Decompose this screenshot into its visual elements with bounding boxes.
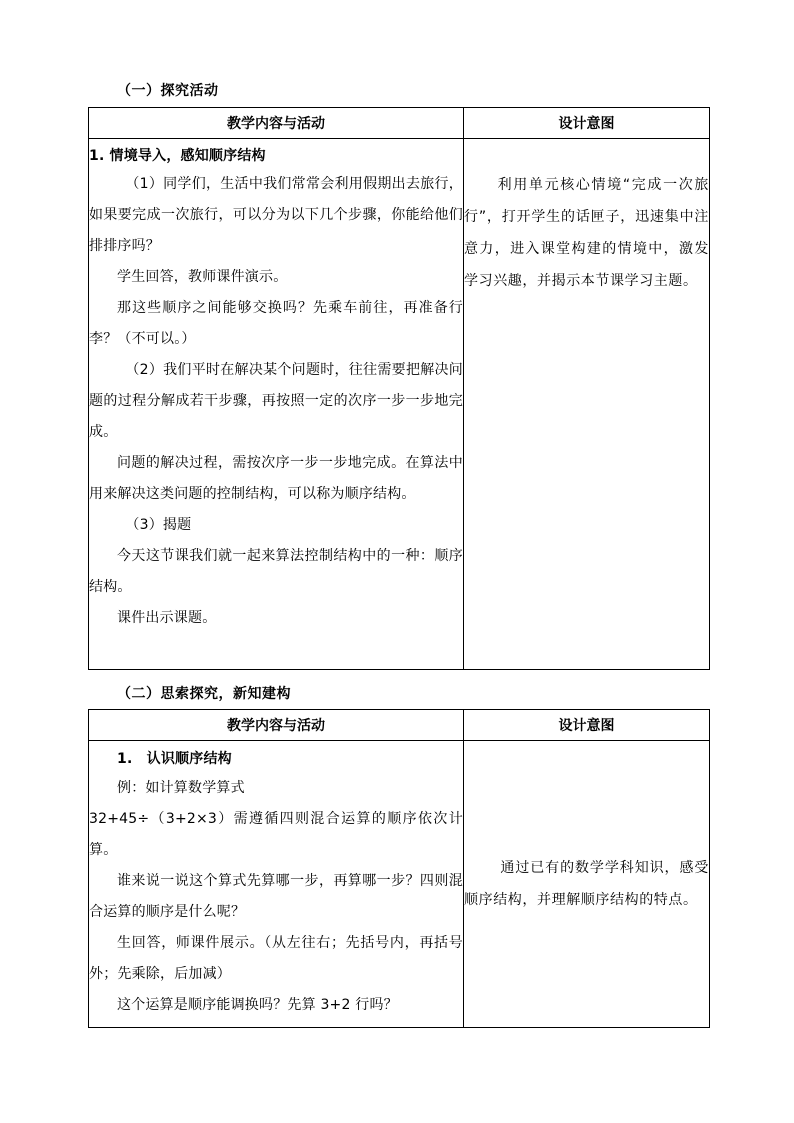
paragraph: 谁来说一说这个算式先算哪一步，再算哪一步？四则混合运算的顺序是什么呢？ xyxy=(89,873,463,920)
paragraph: （2）我们平时在解决某个问题时，往往需要把解决问题的过程分解成若干步骤，再按照一定的次序一步一步地完成。 xyxy=(89,362,463,440)
paragraph: 例：如计算数学算式 xyxy=(117,780,245,796)
paragraph: （1）同学们，生活中我们常常会利用假期出去旅行，如果要完成一次旅行，可以分为以下几个步骤，你能给他们排排序吗？ xyxy=(89,176,463,254)
paragraph: 问题的解决过程，需按次序一步一步地完成。在算法中用来解决这类问题的控制结构，可以称为顺序结构。 xyxy=(89,455,463,502)
content-cell xyxy=(89,741,464,1028)
lesson-table-explore xyxy=(88,107,710,670)
lesson-table-construct xyxy=(88,709,710,1028)
header-content-activity: 教学内容与活动 xyxy=(89,710,464,741)
intent-cell xyxy=(464,139,710,670)
paragraph: 今天这节课我们就一起来算法控制结构中的一种：顺序结构。 xyxy=(89,548,463,595)
table-header-row xyxy=(89,710,710,741)
paragraph: 这个运算是顺序能调换吗？先算 3+2 行吗？ xyxy=(117,997,398,1013)
table-row xyxy=(89,741,710,1028)
section-title-construct: （二）思索探究，新知建构 xyxy=(117,686,291,702)
content-heading: 1. 认识顺序结构 xyxy=(117,751,232,767)
section-title-explore: （一）探究活动 xyxy=(117,83,219,99)
paragraph: 32+45÷（3+2×3）需遵循四则混合运算的顺序依次计算。 xyxy=(89,811,463,858)
table-row xyxy=(89,139,710,670)
design-intent-text: 利用单元核心情境“完成一次旅行”，打开学生的话匣子，迅速集中注意力，进入课堂构建的情境中，激发学习兴趣，并揭示本节课学习主题。 xyxy=(464,177,709,289)
paragraph: （3）揭题 xyxy=(125,517,192,533)
design-intent-text: 通过已有的数学学科知识，感受顺序结构，并理解顺序结构的特点。 xyxy=(464,860,709,908)
content-cell xyxy=(89,139,464,670)
header-design-intent: 设计意图 xyxy=(464,108,710,139)
paragraph: 生回答，师课件展示。（从左往右；先括号内，再括号外；先乘除，后加减） xyxy=(89,935,463,982)
paragraph: 课件出示课题。 xyxy=(117,610,217,626)
header-design-intent: 设计意图 xyxy=(464,710,710,741)
header-content-activity: 教学内容与活动 xyxy=(89,108,464,139)
paragraph: 学生回答，教师课件演示。 xyxy=(117,269,288,285)
paragraph: 那这些顺序之间能够交换吗？先乘车前往，再准备行李？（不可以。） xyxy=(89,300,463,347)
intent-cell xyxy=(464,741,710,1028)
content-heading: 1. 情境导入，感知顺序结构 xyxy=(89,148,266,164)
table-header-row xyxy=(89,108,710,139)
